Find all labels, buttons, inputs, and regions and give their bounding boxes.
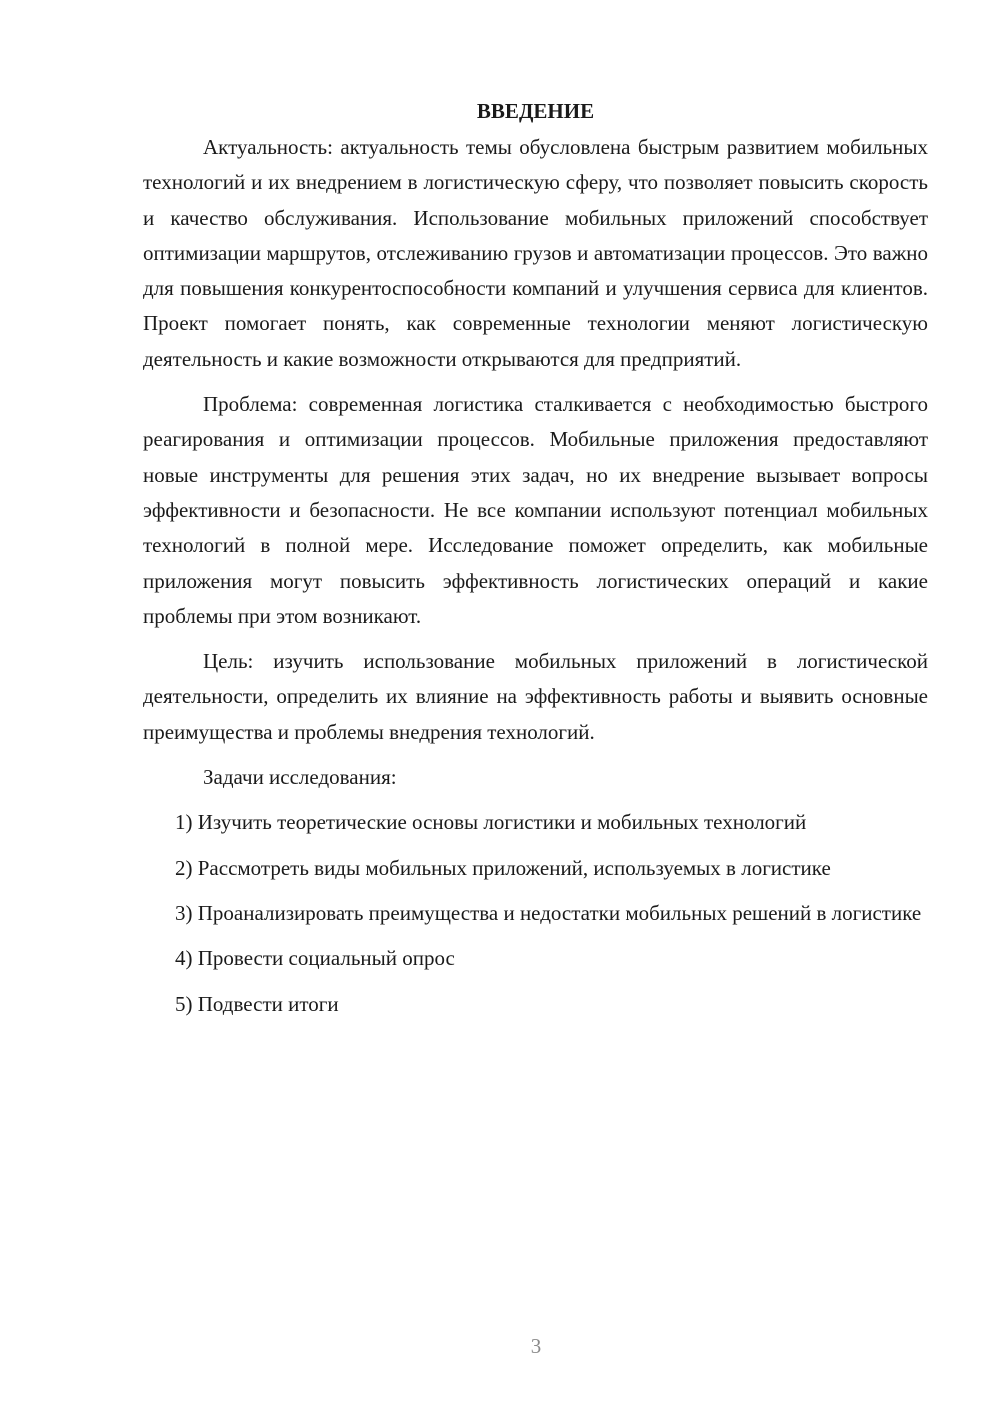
page-number: 3 <box>530 1334 542 1358</box>
task-item-2: 2) Рассмотреть виды мобильных приложений, используемых в логистике <box>175 855 831 880</box>
section-title: ВВЕДЕНИЕ <box>476 99 595 123</box>
task-item-5: 5) Подвести итоги <box>175 991 339 1016</box>
goal-paragraph: Цель: изучить использование мобильных приложений в логистической деятельности, определить их влияние на эффективность работы и выявить основные преимущества и проблемы внедрения технологий. <box>143 649 928 744</box>
relevance-paragraph: Актуальность: актуальность темы обусловлена быстрым развитием мобильных технологий и их внедрением в логистическую сферу, что позволяет повысить скорость и качество обслуживания. Использование мобильных приложений способствует оптимизации маршрутов, отслеживанию грузов и автоматизации процессов. Это важно для повышения конкурентоспособности компаний и улучшения сервиса для клиентов. Проект помогает понять, как современные технологии меняют логистическую деятельность и какие возможности открываются для предприятий. <box>143 135 928 371</box>
task-item-1: 1) Изучить теоретические основы логистики и мобильных технологий <box>175 810 807 835</box>
problem-paragraph: Проблема: современная логистика сталкивается с необходимостью быстрого реагирования и оптимизации процессов. Мобильные приложения предоставляют новые инструменты для решения этих задач, но их внедрение вызывает вопросы эффективности и безопасности. Не все компании используют потенциал мобильных технологий в полной мере. Исследование поможет определить, как мобильные приложения могут повысить эффективность логистических операций и какие проблемы при этом возникают. <box>143 392 928 628</box>
task-item-4: 4) Провести социальный опрос <box>175 946 455 971</box>
document-page <box>143 96 928 1032</box>
tasks-heading: Задачи исследования: <box>203 765 397 790</box>
task-item-3: 3) Проанализировать преимущества и недостатки мобильных решений в логистике <box>175 900 922 925</box>
